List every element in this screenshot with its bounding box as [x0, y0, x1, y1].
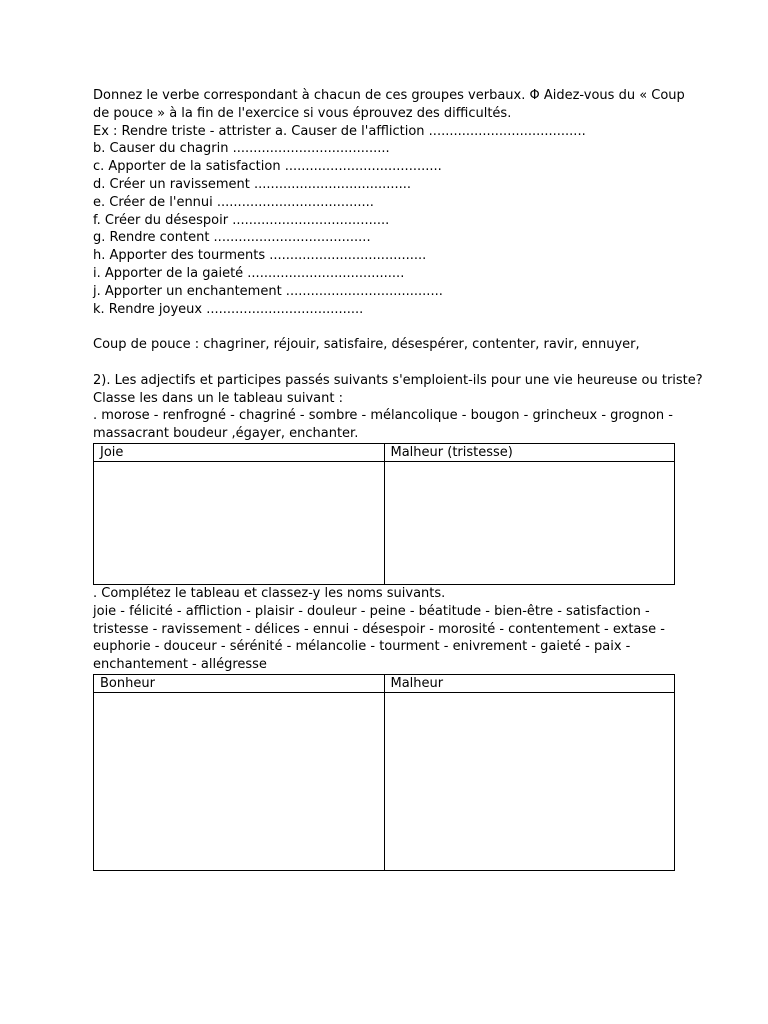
spacer [93, 354, 683, 372]
table-header-joie: Joie [94, 443, 385, 461]
exercise1-item: i. Apporter de la gaieté ...................................... [93, 265, 405, 281]
table-cell-bonheur[interactable] [94, 692, 385, 870]
exercise1-item: k. Rendre joyeux ...................................... [93, 301, 364, 317]
table-header-malheur: Malheur [384, 674, 675, 692]
exercise3-words-line2: tristesse - ravissement - délices - ennui - désespoir - morosité - contentement - extase - [93, 621, 665, 637]
exercise1-item: Ex : Rendre triste - attrister a. Causer de l'affliction ...................................... [93, 123, 586, 139]
table-header-bonheur: Bonheur [94, 674, 385, 692]
exercise1-item: d. Créer un ravissement ...................................... [93, 176, 412, 192]
table-cell-malheur-tristesse[interactable] [384, 461, 675, 584]
exercise1-item: f. Créer du désespoir ...................................... [93, 212, 390, 228]
exercise1-item: j. Apporter un enchantement ...................................... [93, 283, 443, 299]
exercise1-item: c. Apporter de la satisfaction ...................................... [93, 159, 442, 175]
exercise1-instructions-line2: de pouce » à la fin de l'exercice si vous éprouvez des difficultés. [93, 105, 512, 121]
hint-coup-de-pouce: Coup de pouce : chagriner, réjouir, satisfaire, désespérer, contenter, ravir, ennuyer, [93, 337, 640, 353]
table-cell-malheur[interactable] [384, 692, 675, 870]
exercise3-words-line3: euphorie - douceur - sérénité - mélancolie - tourment - enivrement - gaieté - paix - [93, 639, 631, 655]
exercise1-item: e. Créer de l'ennui ...................................... [93, 194, 374, 210]
exercise1-item: b. Causer du chagrin ...................................... [93, 141, 390, 157]
exercise1-item: h. Apporter des tourments ...................................... [93, 248, 427, 264]
exercise2-question-line2: Classe les dans un le tableau suivant : [93, 390, 343, 406]
table-header-malheur-tristesse: Malheur (tristesse) [384, 443, 675, 461]
exercise2-question-line1: 2). Les adjectifs et participes passés suivants s'emploient-ils pour une vie heureuse ou triste? [93, 372, 703, 388]
exercise3-instruction: . Complétez le tableau et classez-y les noms suivants. [93, 585, 446, 601]
exercise1-item: g. Rendre content ...................................... [93, 230, 371, 246]
exercise3-words-line1: joie - félicité - affliction - plaisir - douleur - peine - béatitude - bien-être - satisfaction - [93, 603, 650, 619]
spacer [93, 318, 683, 336]
exercise1-instructions-line1: Donnez le verbe correspondant à chacun de ces groupes verbaux. Φ Aidez-vous du « Coup [93, 88, 685, 103]
exercise3-words-line4: enchantement - allégresse [93, 657, 267, 673]
worksheet [93, 87, 703, 871]
bonheur-malheur-table [93, 674, 675, 871]
table-cell-joie[interactable] [94, 461, 385, 584]
exercise2-words-line2: massacrant boudeur ,égayer, enchanter. [93, 426, 359, 442]
joie-malheur-table [93, 443, 675, 585]
exercise2-words-line1: . morose - renfrogné - chagriné - sombre - mélancolique - bougon - grincheux - grognon - [93, 408, 673, 424]
